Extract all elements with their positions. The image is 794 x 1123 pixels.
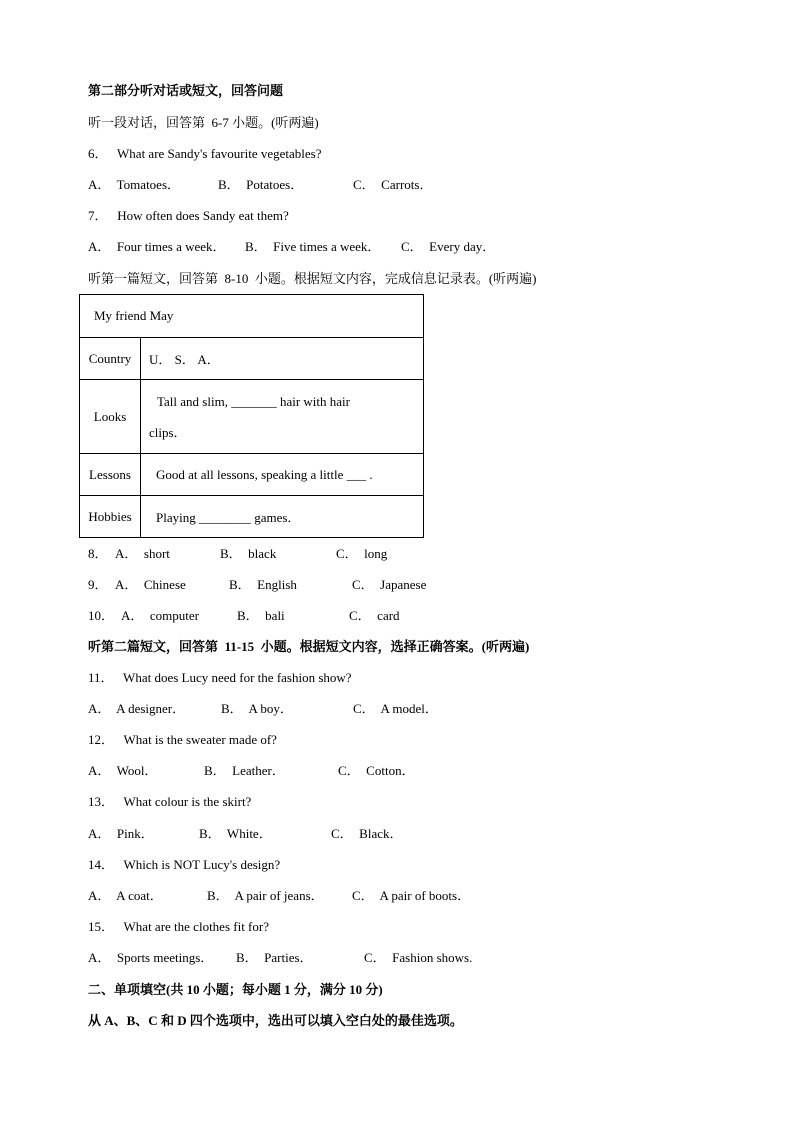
question-number: 7． — [88, 208, 108, 223]
row-head-looks: Looks — [80, 380, 141, 454]
q6-option-c: C． Carrots． — [353, 177, 433, 192]
question-number: 6． — [88, 146, 108, 161]
q15-option-b: B． Parties． — [236, 950, 313, 965]
q15-option-c: C． Fashion shows. — [364, 950, 473, 965]
q11-option-c: C． A model． — [353, 701, 438, 716]
info-record-table — [79, 294, 424, 538]
q9-number: 9． — [88, 577, 108, 592]
row-head-hobbies: Hobbies — [80, 496, 141, 538]
question-number: 15． — [88, 919, 115, 934]
question-text: What colour is the skirt? — [123, 794, 252, 809]
question-text: How often does Sandy eat them? — [117, 208, 289, 223]
q14-option-a: A． A coat． — [88, 888, 163, 903]
passage2-intro: 听第二篇短文，回答第 11-15 小题。根据短文内容，选择正确答案。(听两遍) — [88, 639, 530, 654]
q10-option-b: B． bali — [237, 608, 285, 623]
question-text: What does Lucy need for the fashion show? — [123, 670, 352, 685]
section2-instruction: 从 A、B、C 和 D 四个选项中，选出可以填入空白处的最佳选项。 — [88, 1013, 463, 1028]
q12-option-b: B． Leather． — [204, 763, 285, 778]
question-6 — [88, 145, 322, 163]
q14-option-c: C． A pair of boots． — [352, 888, 471, 903]
looks-line-2: clips． — [149, 424, 187, 440]
q9-option-a: A． Chinese — [115, 577, 186, 592]
looks-line-1: Tall and slim, _______ hair with hair — [157, 393, 350, 409]
row-value-country: U． S． A． — [141, 338, 424, 380]
question-number: 13． — [88, 794, 115, 809]
question-12 — [88, 731, 277, 749]
q8-option-c: C． long — [336, 546, 388, 561]
q14-option-b: B． A pair of jeans． — [207, 888, 324, 903]
q15-option-a: A． Sports meetings． — [88, 950, 214, 965]
q7-option-c: C． Every day． — [401, 239, 496, 254]
row-value-hobbies: Playing ________ games． — [141, 496, 424, 538]
part2-heading: 第二部分听对话或短文，回答问题 — [88, 83, 284, 98]
question-number: 11． — [88, 670, 114, 685]
question-text: What is the sweater made of? — [123, 732, 277, 747]
q8-option-b: B． black — [220, 546, 277, 561]
q10-option-c: C． card — [349, 608, 400, 623]
dialogue-intro: 听一段对话，回答第 6-7 小题。(听两遍) — [88, 115, 319, 130]
q13-option-a: A． Pink． — [88, 826, 154, 841]
q11-option-a: A． A designer． — [88, 701, 186, 716]
question-13 — [88, 793, 251, 811]
q7-option-b: B． Five times a week． — [245, 239, 381, 254]
q10-number: 10． — [88, 608, 115, 623]
q8-number: 8． — [88, 546, 108, 561]
q9-option-c: C． Japanese — [352, 577, 427, 592]
question-14 — [88, 856, 280, 874]
q7-option-a: A． Four times a week． — [88, 239, 226, 254]
q13-option-b: B． White． — [199, 826, 272, 841]
q8-option-a: A． short — [115, 546, 170, 561]
row-value-lessons: Good at all lessons, speaking a little ___ . — [141, 454, 424, 496]
row-head-country: Country — [80, 338, 141, 380]
q12-option-c: C． Cotton． — [338, 763, 415, 778]
q9-option-b: B． English — [229, 577, 297, 592]
q12-option-a: A． Wool． — [88, 763, 158, 778]
question-text: What are the clothes fit for? — [123, 919, 269, 934]
question-text: Which is NOT Lucy's design? — [123, 857, 281, 872]
section2-heading: 二、单项填空(共 10 小题；每小题 1 分，满分 10 分) — [88, 982, 383, 997]
row-value-looks — [141, 380, 424, 454]
question-15 — [88, 918, 269, 936]
question-text: What are Sandy's favourite vegetables? — [117, 146, 322, 161]
question-number: 14． — [88, 857, 115, 872]
question-7 — [88, 207, 289, 225]
q11-option-b: B． A boy． — [221, 701, 293, 716]
table-title: My friend May — [80, 295, 424, 338]
q13-option-c: C． Black． — [331, 826, 403, 841]
passage1-intro: 听第一篇短文，回答第 8-10 小题。根据短文内容，完成信息记录表。(听两遍) — [88, 271, 537, 286]
q6-option-b: B． Potatoes． — [218, 177, 304, 192]
row-head-lessons: Lessons — [80, 454, 141, 496]
question-11 — [88, 669, 352, 687]
question-number: 12． — [88, 732, 115, 747]
q6-option-a: A． Tomatoes． — [88, 177, 181, 192]
q10-option-a: A． computer — [121, 608, 199, 623]
